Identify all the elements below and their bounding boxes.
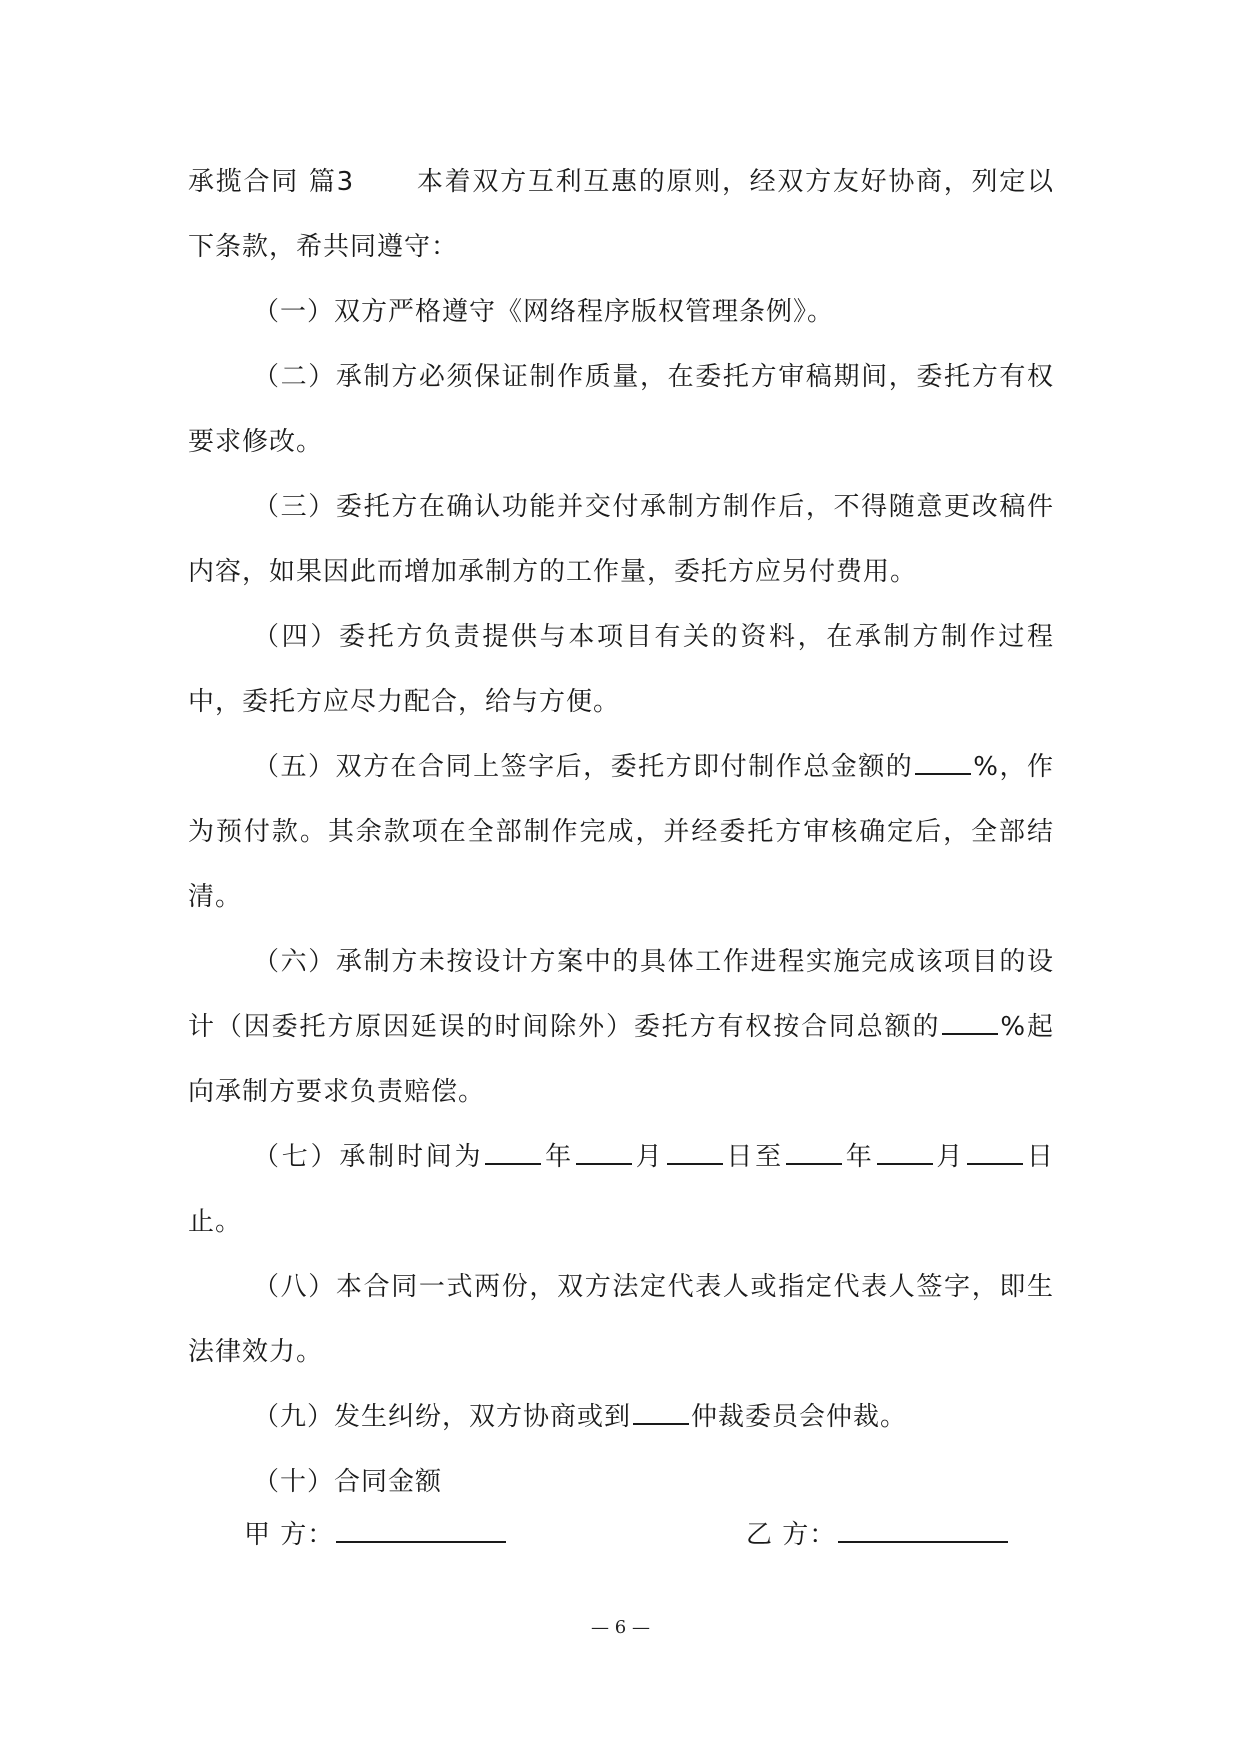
blank-field-start-day[interactable]	[667, 1139, 723, 1165]
blank-field-percent-prepay[interactable]	[915, 749, 971, 775]
clause-7-year-label-2: 年	[843, 1142, 875, 1172]
clause-6-text-b: %起向承制方要求负责赔偿。	[188, 1012, 1054, 1107]
clause-5-text-b: %，作为预付款。其余款项在全部制作完成，并经委托方审核确定后，全部结清。	[188, 752, 1054, 912]
party-a-label: 甲 方：	[244, 1520, 335, 1550]
blank-field-start-year[interactable]	[485, 1139, 541, 1165]
clause-5-text-a: （五）双方在合同上签字后，委托方即付制作总金额的	[253, 752, 914, 782]
clause-2: （二）承制方必须保证制作质量，在委托方审稿期间，委托方有权要求修改。	[188, 362, 1054, 457]
clause-6	[188, 930, 1054, 1125]
blank-field-end-month[interactable]	[877, 1139, 933, 1165]
signature-party-a	[244, 1515, 508, 1555]
clause-1: （一）双方严格遵守《网络程序版权管理条例》。	[253, 297, 835, 327]
clause-7-text-a: （七）承制时间为	[253, 1142, 484, 1172]
clause-9	[188, 1385, 1054, 1450]
clause-10: （十）合同金额	[253, 1467, 443, 1497]
party-b-label: 乙 方：	[746, 1520, 837, 1550]
blank-field-end-day[interactable]	[967, 1139, 1023, 1165]
clause-4: （四）委托方负责提供与本项目有关的资料，在承制方制作过程中，委托方应尽力配合，给与方便。	[188, 622, 1054, 717]
lead-text: 本着双方互利互惠的原则，经双方友好协商，列定以下条款，希共同遵守：	[188, 167, 1054, 262]
blank-field-start-month[interactable]	[576, 1139, 632, 1165]
clause-8: （八）本合同一式两份，双方法定代表人或指定代表人签字，即生法律效力。	[188, 1272, 1054, 1367]
signature-party-b	[746, 1515, 1010, 1555]
blank-field-percent-compensation[interactable]	[942, 1009, 998, 1035]
clause-5	[188, 735, 1054, 930]
clause-3: （三）委托方在确认功能并交付承制方制作后，不得随意更改稿件内容，如果因此而增加承制方的工作量，委托方应另付费用。	[188, 492, 1054, 587]
clause-7-month-label: 月	[633, 1142, 665, 1172]
clause-7-day-end-label: 日止。	[188, 1142, 1054, 1237]
clause-7-day-to-label: 日至	[724, 1142, 784, 1172]
party-a-signature-field[interactable]	[336, 1517, 506, 1543]
document-title: 承揽合同 篇3	[188, 167, 355, 197]
clause-7	[188, 1125, 1054, 1255]
blank-field-arbitration[interactable]	[633, 1399, 689, 1425]
party-b-signature-field[interactable]	[838, 1517, 1008, 1543]
title-paragraph	[188, 150, 1054, 280]
clause-6-text-a: （六）承制方未按设计方案中的具体工作进程实施完成该项目的设计（因委托方原因延误的时间除外）委托方有权按合同总额的	[188, 947, 1054, 1042]
document-body	[188, 150, 1054, 1515]
page-number: — 6 —	[591, 1617, 650, 1638]
clause-7-year-label: 年	[543, 1142, 574, 1172]
clause-9-text-b: 仲裁委员会仲裁。	[691, 1402, 908, 1432]
clause-9-text-a: （九）发生纠纷，双方协商或到	[253, 1402, 632, 1432]
blank-field-end-year[interactable]	[786, 1139, 842, 1165]
clause-7-month-label-2: 月	[934, 1142, 966, 1172]
